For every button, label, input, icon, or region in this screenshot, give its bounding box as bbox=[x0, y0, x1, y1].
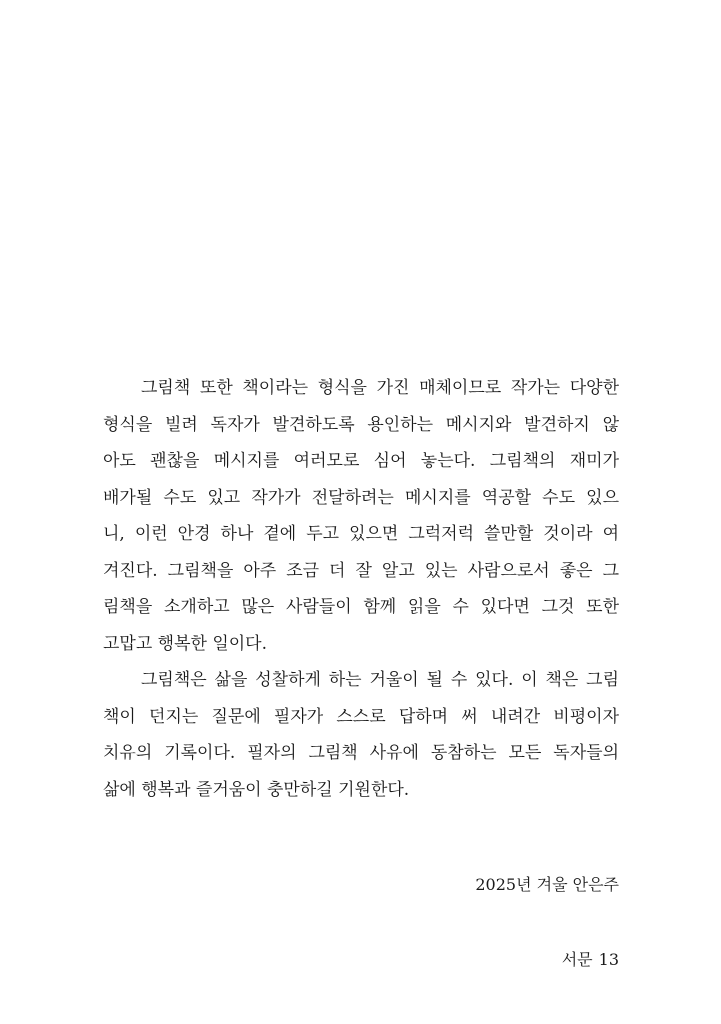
page-footer bbox=[562, 947, 619, 970]
paragraph-1-line-7: 림책을 소개하고 많은 사람들이 함께 읽을 수 있다면 그것 또한 bbox=[103, 597, 619, 617]
page-number: 13 bbox=[598, 950, 619, 969]
section-label: 서문 bbox=[561, 950, 593, 969]
paragraph-2-line-1: 그림책은 삶을 성찰하게 하는 거울이 될 수 있다. 이 책은 그림 bbox=[141, 670, 619, 690]
paragraph-1-line-6: 겨진다. 그림책을 아주 조금 더 잘 알고 있는 사람으로서 좋은 그 bbox=[103, 560, 619, 581]
paragraph-1-line-8: 고맙고 행복한 일이다. bbox=[103, 633, 268, 654]
paragraph-1-line-5: 니, 이런 안경 하나 곁에 두고 있으면 그럭저럭 쓸만할 것이라 여 bbox=[103, 524, 619, 544]
paragraph-2-line-4: 삶에 행복과 즐거움이 충만하길 기원한다. bbox=[103, 779, 410, 800]
paragraph-1-line-4: 배가될 수도 있고 작가가 전달하려는 메시지를 역공할 수도 있으 bbox=[103, 487, 619, 508]
paragraph-1-line-1: 그림책 또한 책이라는 형식을 가진 매체이므로 작가는 다양한 bbox=[141, 378, 619, 398]
paragraph-2-line-2: 책이 던지는 질문에 필자가 스스로 답하며 써 내려간 비평이자 bbox=[103, 706, 619, 727]
paragraph-1-line-2: 형식을 빌려 독자가 발견하도록 용인하는 메시지와 발견하지 않 bbox=[103, 414, 619, 435]
paragraph-2-line-3: 치유의 기록이다. 필자의 그림책 사유에 동참하는 모든 독자들의 bbox=[103, 743, 619, 763]
author-signature: 2025년 겨울 안은주 bbox=[475, 875, 619, 894]
paragraph-1-line-3: 아도 괜찮을 메시지를 여러모로 심어 놓는다. 그림책의 재미가 bbox=[103, 451, 619, 471]
preface-body bbox=[103, 370, 619, 808]
